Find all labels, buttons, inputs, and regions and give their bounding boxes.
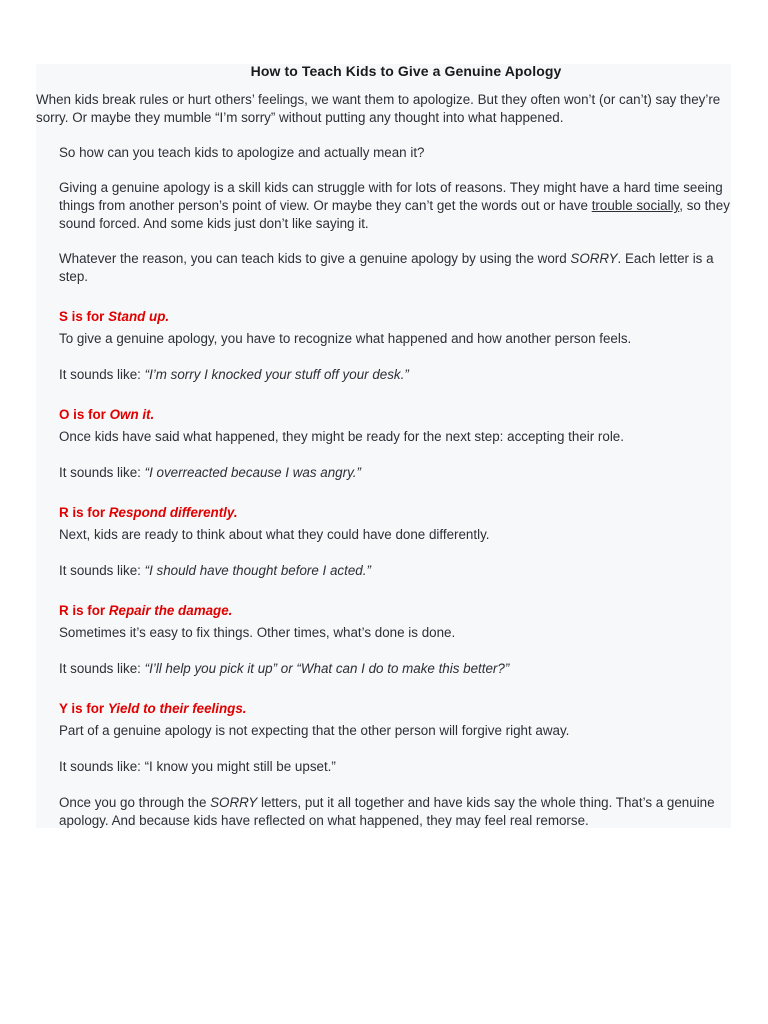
step-description-r1: Next, kids are ready to think about what they could have done differently. <box>59 527 490 542</box>
step-description-o: Once kids have said what happened, they might be ready for the next step: accepting their role. <box>59 429 624 444</box>
sounds-like-label: It sounds like: <box>59 661 145 676</box>
step-example-o <box>59 464 731 482</box>
sorry-method-paragraph <box>59 250 731 286</box>
method-text: Whatever the reason, you can teach kids to give a genuine apology by using the word <box>59 251 571 266</box>
step-prefix: S is for <box>59 309 109 324</box>
step-description-y: Part of a genuine apology is not expecting that the other person will forgive right away. <box>59 723 570 738</box>
step-prefix: Y is for <box>59 701 108 716</box>
step-example-r1 <box>59 562 731 580</box>
step-heading-r2 <box>59 602 659 620</box>
step-heading-y <box>59 700 659 718</box>
step-heading-r1 <box>59 504 659 522</box>
example-quote: “I’m sorry I knocked your stuff off your desk.” <box>144 367 409 382</box>
example-quote: “I should have thought before I acted.” <box>144 563 371 578</box>
reasons-text-end: , so they sound forced. And some kids just don’t like saying it. <box>59 198 730 231</box>
closing-paragraph <box>59 794 731 830</box>
sounds-like-label: It sounds like: “I know you might still be upset.” <box>59 759 336 774</box>
closing-text-end: letters, put it all together and have kids say the whole thing. That’s a genuine apology. And because kids have reflected on what happened, they may feel real remorse. <box>59 795 715 828</box>
step-name: Repair the damage. <box>108 603 233 618</box>
reasons-text: Giving a genuine apology is a skill kids can struggle with for lots of reasons. They might have a hard time seeing things from another person’s point of view. Or maybe they can’t get the words out or have <box>59 180 723 213</box>
step-example-y <box>59 758 731 776</box>
question-paragraph: So how can you teach kids to apologize and actually mean it? <box>59 145 425 160</box>
sounds-like-label: It sounds like: <box>59 367 145 382</box>
reasons-paragraph <box>59 179 731 233</box>
step-heading-o <box>59 406 659 424</box>
step-heading-s <box>59 308 659 326</box>
step-prefix: R is for <box>59 603 109 618</box>
sounds-like-label: It sounds like: <box>59 465 145 480</box>
intro-paragraph: When kids break rules or hurt others’ feelings, we want them to apologize. But they often won’t (or can’t) say they’re sorry. Or maybe they mumble “I’m sorry” without putting any thought into what happened. <box>36 92 721 125</box>
step-example-r2 <box>59 660 731 678</box>
trouble-socially-link[interactable]: trouble socially <box>591 198 680 213</box>
example-quote: “I overreacted because I was angry.” <box>144 465 361 480</box>
sorry-word: SORRY <box>570 251 618 266</box>
step-prefix: O is for <box>59 407 110 422</box>
example-quote: “I’ll help you pick it up” or “What can I do to make this better?” <box>144 661 510 676</box>
step-name: Stand up. <box>108 309 170 324</box>
step-prefix: R is for <box>59 505 109 520</box>
step-name: Yield to their feelings. <box>107 701 247 716</box>
step-example-s <box>59 366 731 384</box>
method-text-end: . Each letter is a step. <box>59 251 714 284</box>
step-name: Own it. <box>109 407 155 422</box>
closing-text: Once you go through the <box>59 795 211 810</box>
sorry-word: SORRY <box>210 795 258 810</box>
step-description-s: To give a genuine apology, you have to recognize what happened and how another person feels. <box>59 331 632 346</box>
document-title: How to Teach Kids to Give a Genuine Apology <box>250 63 562 79</box>
step-description-r2: Sometimes it’s easy to fix things. Other times, what’s done is done. <box>59 625 456 640</box>
step-name: Respond differently. <box>108 505 238 520</box>
sounds-like-label: It sounds like: <box>59 563 145 578</box>
